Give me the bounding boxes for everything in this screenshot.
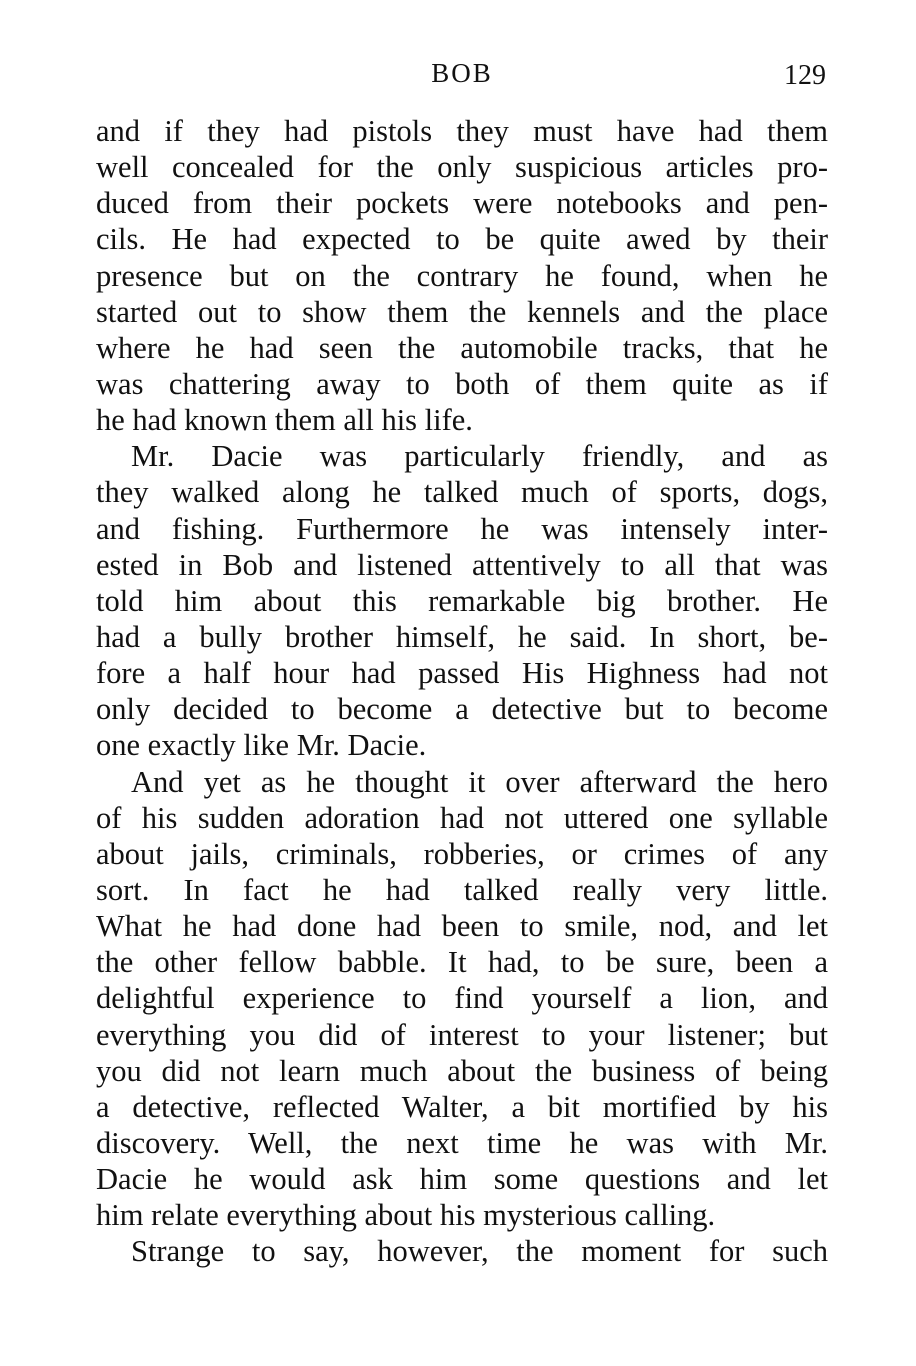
text-line: presence but on the contrary he found, when he [96, 258, 828, 293]
page-header [96, 58, 828, 98]
text-line: and if they had pistols they must have had them [96, 114, 828, 148]
text-line: well concealed for the only suspicious articles pro- [96, 150, 828, 185]
text-line: only decided to become a detective but to become [96, 692, 828, 727]
text-line: they walked along he talked much of sports, dogs, [96, 475, 828, 510]
text-line: was chattering away to both of them quite as if [96, 366, 828, 401]
text-line: had a bully brother himself, he said. In short, be- [96, 619, 828, 654]
page-number: 129 [784, 60, 826, 91]
text-line: he had known them all his life. [96, 403, 473, 438]
body-text [96, 113, 828, 1270]
text-line: where he had seen the automobile tracks, that he [96, 330, 828, 365]
text-line: about jails, criminals, robberies, or crimes of any [96, 836, 828, 871]
running-head: BOB [431, 58, 493, 88]
text-line: told him about this remarkable big brother. He [96, 583, 828, 618]
text-line: sort. In fact he had talked really very little. [96, 872, 828, 907]
text-line: Mr. Dacie was particularly friendly, and as [131, 439, 828, 474]
text-line: duced from their pockets were notebooks and pen- [96, 186, 828, 221]
text-line: ested in Bob and listened attentively to all that was [96, 547, 828, 582]
text-line: him relate everything about his mysterious calling. [96, 1198, 716, 1233]
text-line: of his sudden adoration had not uttered one syllable [96, 800, 828, 835]
text-line: started out to show them the kennels and the place [96, 294, 828, 329]
text-line: Dacie he would ask him some questions and let [96, 1162, 828, 1197]
text-line: a detective, reflected Walter, a bit mortified by his [96, 1089, 828, 1124]
text-line: one exactly like Mr. Dacie. [96, 728, 427, 763]
text-line: delightful experience to find yourself a lion, and [96, 981, 828, 1016]
text-line: everything you did of interest to your listener; but [96, 1017, 828, 1052]
text-line: fore a half hour had passed His Highness had not [96, 656, 828, 691]
text-line: Strange to say, however, the moment for such [131, 1234, 828, 1269]
text-line: discovery. Well, the next time he was with Mr. [96, 1125, 828, 1160]
text-line: the other fellow babble. It had, to be sure, been a [96, 945, 828, 980]
text-line: And yet as he thought it over afterward the hero [131, 764, 828, 799]
text-line: and fishing. Furthermore he was intensely inter- [96, 511, 828, 546]
text-line: you did not learn much about the business of being [96, 1053, 828, 1088]
text-line: What he had done had been to smile, nod, and let [96, 909, 828, 944]
text-line: cils. He had expected to be quite awed by their [96, 222, 828, 257]
